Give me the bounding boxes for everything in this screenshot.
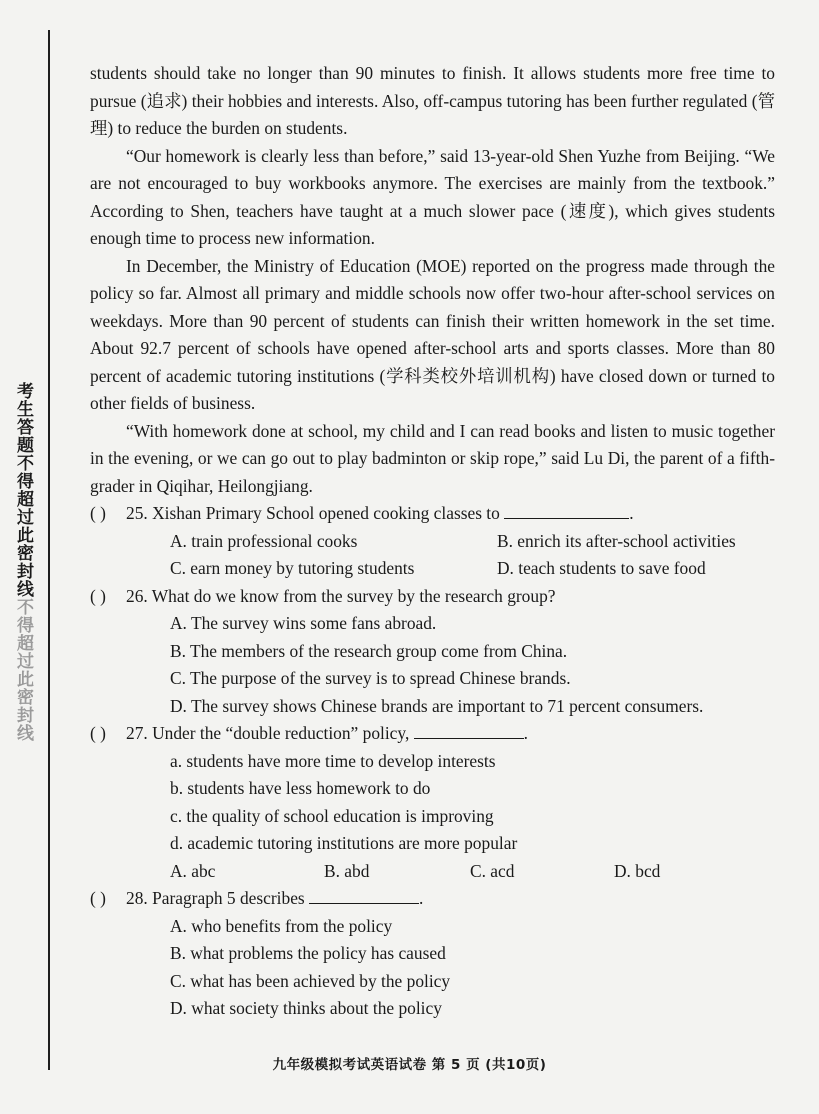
option-c[interactable]: C. what has been achieved by the policy	[170, 970, 451, 991]
statement-row	[90, 830, 775, 858]
paragraph-3: In December, the Ministry of Education (MOE) reported on the progress made through the policy so far. Almost all primary and middle schools now offer two-hour after-school services on weekdays. More than 90 percent of students can finish their written homework in the set time. About 92.7 percent of schools have opened after-school arts and sports classes. More than 80 percent of academic tutoring institutions (学科类校外培训机构) have closed down or turned to other fields of business.	[90, 255, 775, 413]
option-c[interactable]: C. acd	[470, 860, 515, 881]
statement-a: a. students have more time to develop interests	[170, 750, 496, 771]
option-b[interactable]: B. enrich its after-school activities	[497, 530, 736, 551]
options-row	[90, 858, 775, 886]
options-row	[90, 610, 775, 638]
option-d[interactable]: D. what society thinks about the policy	[170, 998, 442, 1018]
binding-line	[48, 30, 50, 1070]
option-c[interactable]: C. The purpose of the survey is to spread Chinese brands.	[170, 668, 571, 688]
answer-blank	[504, 502, 629, 519]
statement-row	[90, 803, 775, 831]
answer-blank	[414, 722, 524, 739]
seal-notice-text: 考生答题不得超过此密封线	[13, 382, 33, 598]
options-row	[90, 665, 775, 693]
option-b[interactable]: B. what problems the policy has caused	[170, 943, 446, 963]
question-26	[90, 583, 775, 611]
question-stem: 26. What do we know from the survey by the research group?	[126, 585, 556, 606]
question-25	[90, 500, 775, 528]
answer-paren[interactable]: ( )	[90, 888, 106, 908]
statement-d: d. academic tutoring institutions are more popular	[170, 833, 518, 853]
options-row	[90, 638, 775, 666]
seal-notice-faded-text: 不得超过此密封线	[13, 598, 33, 742]
option-b[interactable]: B. abd	[324, 860, 370, 881]
stem-end: .	[419, 888, 424, 908]
option-d[interactable]: D. bcd	[614, 860, 661, 881]
options-row	[90, 968, 775, 996]
question-stem: 27. Under the “double reduction” policy,	[126, 723, 410, 743]
options-row	[90, 528, 775, 556]
answer-paren[interactable]: ( )	[90, 585, 106, 606]
option-a[interactable]: A. abc	[170, 860, 216, 881]
statement-row	[90, 775, 775, 803]
option-a[interactable]: A. The survey wins some fans abroad.	[170, 613, 437, 633]
options-row	[90, 693, 775, 721]
page-footer: 九年级模拟考试英语试卷 第 5 页 (共10页)	[272, 1057, 547, 1073]
answer-paren[interactable]: ( )	[90, 723, 106, 743]
option-d[interactable]: D. The survey shows Chinese brands are important to 71 percent consumers.	[170, 695, 704, 716]
paragraph-1: students should take no longer than 90 minutes to finish. It allows students more free time to pursue (追求) their hobbies and interests. Also, off-campus tutoring has been further regulated (管理) to reduce the burden on students.	[90, 63, 775, 138]
stem-end: .	[523, 723, 529, 743]
paragraph-4: “With homework done at school, my child and I can read books and listen to music together in the evening, or we can go out to play badminton or skip rope,” said Lu Di, the parent of a fifth-grader in Qiqihar, Heilongjiang.	[90, 420, 775, 496]
option-a[interactable]: A. who benefits from the policy	[170, 915, 393, 936]
option-d[interactable]: D. teach students to save food	[497, 558, 706, 578]
options-row	[90, 555, 775, 583]
question-stem: 25. Xishan Primary School opened cooking classes to	[126, 503, 500, 523]
option-c[interactable]: C. earn money by tutoring students	[170, 558, 415, 578]
question-27	[90, 720, 775, 748]
stem-end: .	[629, 503, 634, 523]
options-row	[90, 913, 775, 941]
statement-row	[90, 748, 775, 776]
question-stem: 28. Paragraph 5 describes	[126, 888, 305, 908]
option-b[interactable]: B. The members of the research group come from China.	[170, 640, 568, 661]
options-row	[90, 940, 775, 968]
statement-c: c. the quality of school education is improving	[170, 805, 494, 826]
seal-line-notice	[10, 342, 34, 782]
answer-paren[interactable]: ( )	[90, 503, 106, 523]
statement-b: b. students have less homework to do	[170, 778, 431, 798]
question-28	[90, 885, 775, 913]
option-a[interactable]: A. train professional cooks	[170, 530, 358, 551]
answer-blank	[309, 887, 419, 904]
options-row	[90, 995, 775, 1023]
exam-content	[90, 60, 775, 1023]
paragraph-2: “Our homework is clearly less than before,” said 13-year-old Shen Yuzhe from Beijing. “We are not encouraged to buy workbooks anymore. The exercises are mainly from the textbook.” According to Shen, teachers have taught at a much slower pace (速度), which gives students enough time to process new information.	[90, 145, 775, 248]
